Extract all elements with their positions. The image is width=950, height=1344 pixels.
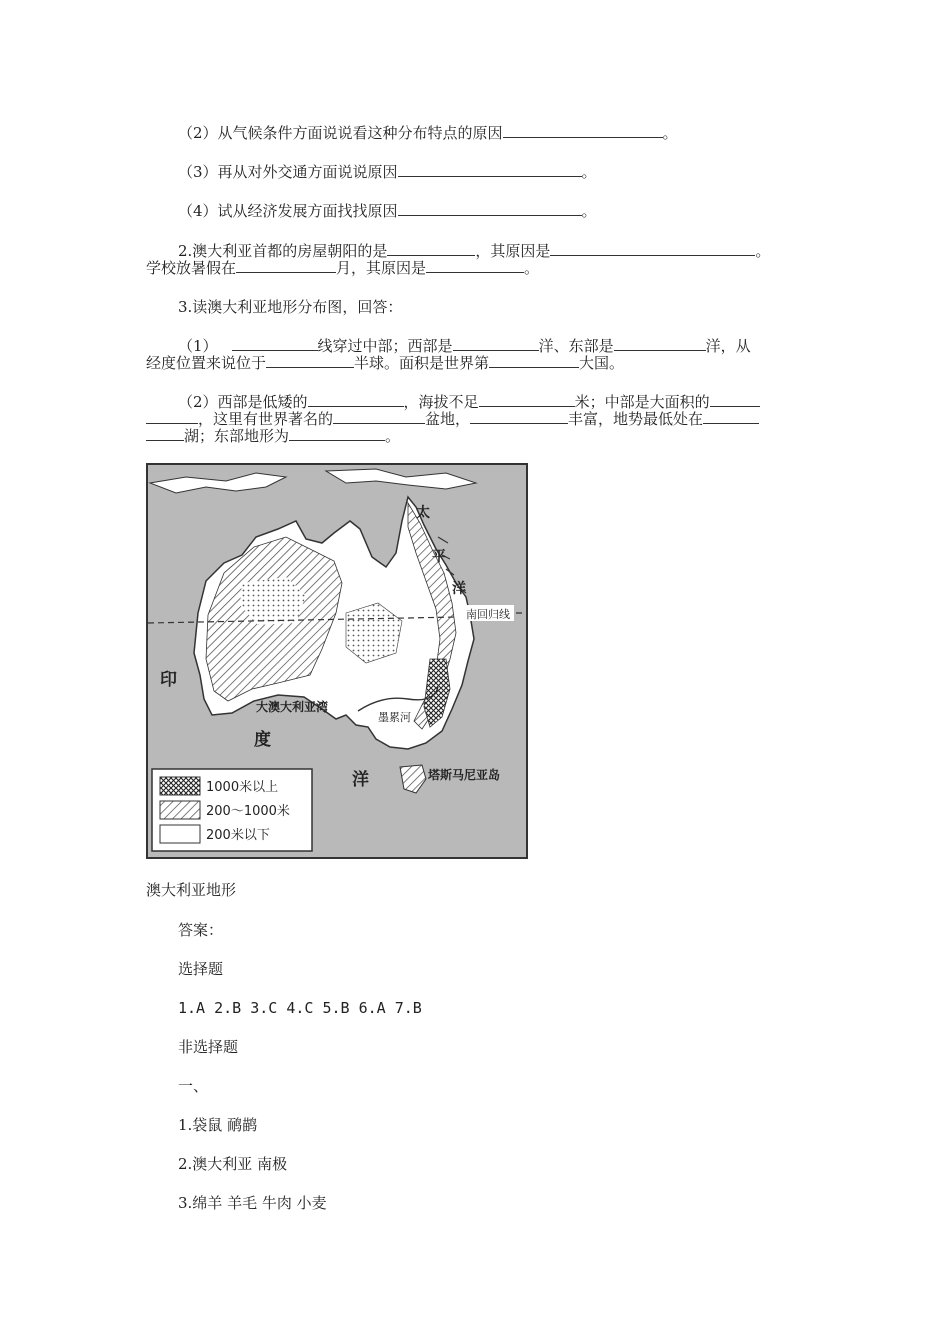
q2-line2 — [146, 258, 539, 278]
label-tropic: 南回归线 — [466, 608, 510, 621]
legend-swatch-low — [160, 825, 200, 843]
text: 洋，从 — [705, 337, 751, 355]
answer-blank[interactable] — [710, 392, 760, 407]
label-pacific-2: 平 — [432, 549, 446, 565]
label-bight: 大澳大利亚湾 — [256, 700, 329, 714]
answer-blank[interactable] — [453, 336, 539, 351]
label-pacific-3: 洋 — [452, 581, 466, 597]
answer-blank[interactable] — [146, 409, 198, 424]
text: 洋、东部是 — [538, 337, 614, 355]
australia-terrain-map — [146, 463, 528, 859]
map-caption: 澳大利亚地形 — [146, 881, 237, 899]
map-svg — [146, 463, 528, 859]
q3-part2-line3 — [146, 426, 400, 446]
answer-blank[interactable] — [232, 336, 318, 351]
legend-swatch-mid — [160, 801, 200, 819]
answer-blank[interactable] — [398, 162, 582, 177]
text: 线穿过中部；西部是 — [317, 337, 453, 355]
answers-label: 答案： — [178, 921, 224, 939]
answer-3: 3.绵羊 羊毛 牛肉 小麦 — [178, 1194, 327, 1212]
legend-label-high: 1000米以上 — [206, 780, 279, 795]
answer-blank[interactable] — [503, 123, 663, 138]
text: ，这里有世界著名的 — [198, 410, 334, 428]
text: （2）西部是低矮的 — [178, 393, 308, 411]
answer-blank[interactable] — [703, 409, 759, 424]
q1-part2 — [178, 123, 678, 143]
text: 盆地， — [425, 410, 471, 428]
period: 。 — [581, 163, 597, 181]
label-indian-1: 印 — [160, 670, 177, 690]
q1-part3 — [178, 162, 597, 182]
answer-blank[interactable] — [398, 201, 582, 216]
answer-blank[interactable] — [426, 258, 524, 273]
q1-part2-text: （2）从气候条件方面说说看这种分布特点的原因 — [178, 124, 503, 142]
text: 丰富，地势最低处在 — [568, 410, 704, 428]
answer-blank[interactable] — [470, 409, 568, 424]
choice-answers: 1.A 2.B 3.C 4.C 5.B 6.A 7.B — [178, 999, 422, 1017]
answer-blank[interactable] — [333, 409, 425, 424]
answer-blank[interactable] — [387, 241, 475, 256]
q2-text-b: ，其原因是 — [475, 242, 551, 260]
label-indian-2: 度 — [254, 730, 271, 750]
choice-title: 选择题 — [178, 960, 224, 978]
legend-label-low: 200米以下 — [206, 828, 270, 843]
text: 大国。 — [579, 354, 625, 372]
q1-part4-text: （4）试从经济发展方面找找原因 — [178, 202, 398, 220]
label-tasmania: 塔斯马尼亚岛 — [428, 768, 501, 782]
text: （1） — [178, 337, 218, 355]
text: 米；中部是大面积的 — [574, 393, 710, 411]
answer-2: 2.澳大利亚 南极 — [178, 1155, 288, 1173]
answer-blank[interactable] — [266, 353, 354, 368]
period: 。 — [662, 124, 678, 142]
period: 。 — [755, 242, 771, 260]
q1-part4 — [178, 201, 597, 221]
label-indian-3: 洋 — [352, 770, 369, 790]
answer-blank[interactable] — [479, 392, 575, 407]
section-one: 一、 — [178, 1077, 209, 1095]
period: 。 — [524, 259, 540, 277]
answer-blank[interactable] — [236, 258, 336, 273]
text: 湖；东部地形为 — [184, 427, 290, 445]
answer-blank[interactable] — [289, 426, 385, 441]
legend-label-mid: 200～1000米 — [206, 804, 290, 819]
q2-text-c: 学校放暑假在 — [146, 259, 237, 277]
answer-blank[interactable] — [614, 336, 706, 351]
period: 。 — [581, 202, 597, 220]
answer-blank[interactable] — [308, 392, 404, 407]
text: 经度位置来说位于 — [146, 354, 267, 372]
answer-1: 1.袋鼠 鸸鹋 — [178, 1116, 258, 1134]
label-murray: 墨累河 — [378, 711, 411, 724]
q2-text-a: 2.澳大利亚首都的房屋朝阳的是 — [178, 242, 388, 260]
q2-text-d: 月，其原因是 — [336, 259, 427, 277]
answer-blank[interactable] — [550, 241, 755, 256]
answer-blank[interactable] — [489, 353, 579, 368]
q1-part3-text: （3）再从对外交通方面说说原因 — [178, 163, 398, 181]
legend-swatch-high — [160, 777, 200, 795]
text: 半球。面积是世界第 — [354, 354, 490, 372]
q3-part1-line2 — [146, 353, 624, 373]
text: ，海拔不足 — [403, 393, 479, 411]
label-pacific-1: 太 — [416, 505, 430, 521]
q3-title: 3.读澳大利亚地形分布图，回答： — [178, 298, 403, 316]
text: 。 — [385, 427, 401, 445]
answer-blank[interactable] — [146, 426, 184, 441]
nonchoice-title: 非选择题 — [178, 1038, 239, 1056]
